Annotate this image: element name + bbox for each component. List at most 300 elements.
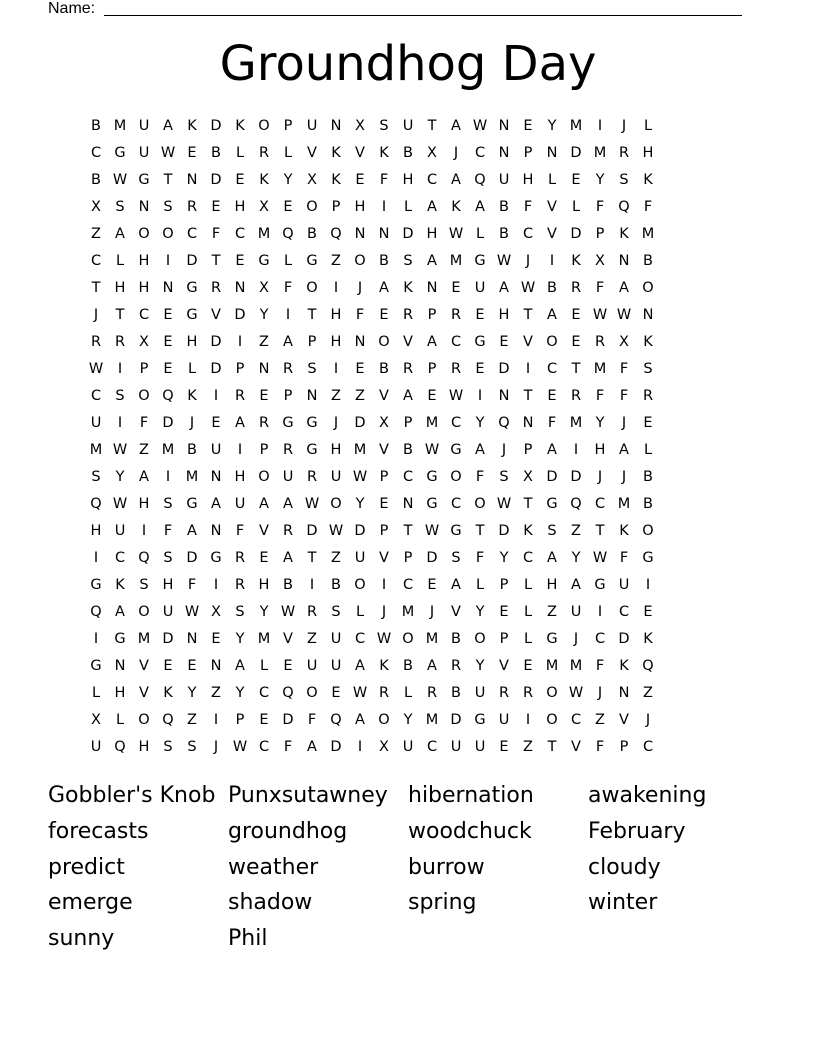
grid-letter: O (330, 496, 342, 512)
grid-letter: E (475, 361, 485, 377)
grid-letter: M (257, 226, 271, 242)
grid-letter: X (355, 118, 365, 134)
grid-letter: L (547, 172, 557, 188)
grid-letter: A (427, 658, 437, 674)
grid-letter: L (283, 145, 293, 161)
grid-row (84, 140, 732, 167)
grid-letter: W (448, 388, 464, 404)
grid-letter: D (426, 550, 438, 566)
grid-letter: V (139, 685, 149, 701)
name-field (48, 0, 748, 20)
grid-letter: C (450, 334, 462, 350)
grid-letter: I (525, 712, 531, 728)
grid-letter: N (642, 307, 654, 323)
grid-letter: P (523, 442, 533, 458)
grid-letter: X (379, 415, 389, 431)
grid-letter: L (355, 604, 365, 620)
grid-letter: Y (595, 415, 605, 431)
grid-letter: R (498, 685, 510, 701)
grid-letter: I (597, 604, 603, 620)
grid-letter: G (306, 253, 318, 269)
grid-letter: F (595, 280, 605, 296)
grid-letter: C (522, 226, 534, 242)
grid-letter: I (333, 361, 339, 377)
grid-letter: J (381, 604, 387, 620)
grid-letter: H (498, 307, 510, 323)
grid-letter: K (571, 253, 581, 269)
grid-letter: D (354, 523, 366, 539)
grid-letter: T (307, 307, 317, 323)
grid-letter: T (403, 523, 413, 539)
grid-letter: U (234, 496, 246, 512)
grid-letter: T (163, 172, 173, 188)
grid-letter: M (593, 361, 607, 377)
grid-letter: Y (475, 604, 485, 620)
grid-letter: I (477, 388, 483, 404)
grid-letter: O (450, 469, 462, 485)
grid-letter: J (645, 712, 651, 728)
grid-letter: N (330, 118, 342, 134)
grid-letter: E (187, 658, 197, 674)
grid-letter: E (547, 388, 557, 404)
grid-letter: O (402, 631, 414, 647)
grid-letter: M (545, 658, 559, 674)
grid-letter: E (211, 199, 221, 215)
grid-letter: H (186, 334, 198, 350)
grid-letter: H (114, 280, 126, 296)
grid-letter: G (426, 496, 438, 512)
grid-letter: U (306, 118, 318, 134)
grid-letter: K (451, 199, 461, 215)
grid-row (84, 653, 732, 680)
grid-letter: P (283, 388, 293, 404)
word-bank-item: Phil (228, 926, 268, 952)
grid-letter: I (333, 280, 339, 296)
grid-letter: H (138, 253, 150, 269)
grid-letter: I (285, 307, 291, 323)
grid-row (84, 167, 732, 194)
grid-letter: H (258, 577, 270, 593)
grid-letter: J (621, 118, 627, 134)
grid-letter: W (184, 604, 200, 620)
grid-letter: U (402, 739, 414, 755)
grid-letter: U (114, 523, 126, 539)
grid-letter: I (117, 415, 123, 431)
grid-letter: H (594, 442, 606, 458)
grid-letter: L (523, 631, 533, 647)
grid-letter: M (449, 253, 463, 269)
grid-letter: C (258, 739, 270, 755)
grid-letter: E (523, 658, 533, 674)
grid-letter: C (402, 577, 414, 593)
grid-letter: O (378, 712, 390, 728)
grid-letter: Q (498, 415, 510, 431)
grid-letter: B (91, 172, 101, 188)
grid-letter: X (139, 334, 149, 350)
grid-letter: R (642, 388, 654, 404)
grid-letter: S (163, 199, 173, 215)
grid-letter: O (546, 685, 558, 701)
grid-letter: E (259, 550, 269, 566)
grid-letter: C (114, 550, 126, 566)
grid-letter: O (138, 712, 150, 728)
grid-letter: S (115, 199, 125, 215)
grid-letter: R (378, 685, 390, 701)
grid-letter: N (498, 388, 510, 404)
grid-letter: Y (403, 712, 413, 728)
grid-letter: S (619, 172, 629, 188)
grid-letter: P (499, 577, 509, 593)
grid-letter: Y (235, 631, 245, 647)
grid-letter: G (474, 712, 486, 728)
grid-letter: D (162, 631, 174, 647)
grid-letter: O (546, 712, 558, 728)
grid-letter: H (138, 280, 150, 296)
grid-letter: P (139, 361, 149, 377)
grid-letter: Q (138, 550, 150, 566)
grid-letter: G (474, 253, 486, 269)
grid-letter: J (621, 469, 627, 485)
grid-letter: E (571, 172, 581, 188)
grid-letter: E (163, 307, 173, 323)
grid-letter: L (259, 658, 269, 674)
grid-letter: D (498, 523, 510, 539)
grid-letter: R (306, 604, 318, 620)
grid-letter: F (187, 577, 197, 593)
grid-letter: W (352, 469, 368, 485)
grid-letter: I (237, 442, 243, 458)
grid-letter: E (355, 361, 365, 377)
grid-letter: A (163, 118, 173, 134)
grid-letter: S (499, 469, 509, 485)
grid-letter: B (379, 361, 389, 377)
grid-letter: Z (643, 685, 653, 701)
grid-letter: N (522, 415, 534, 431)
grid-letter: S (307, 361, 317, 377)
grid-letter: R (258, 415, 270, 431)
grid-letter: M (89, 442, 103, 458)
grid-letter: U (306, 658, 318, 674)
grid-letter: C (570, 712, 582, 728)
grid-letter: E (283, 658, 293, 674)
grid-letter: J (501, 442, 507, 458)
grid-letter: S (451, 550, 461, 566)
grid-letter: Y (547, 118, 557, 134)
grid-letter: G (594, 577, 606, 593)
grid-letter: M (113, 118, 127, 134)
grid-letter: U (474, 685, 486, 701)
grid-letter: D (162, 415, 174, 431)
grid-letter: G (426, 469, 438, 485)
grid-letter: G (450, 523, 462, 539)
grid-letter: F (643, 199, 653, 215)
grid-row (84, 356, 732, 383)
grid-letter: I (309, 577, 315, 593)
grid-letter: M (641, 226, 655, 242)
grid-letter: R (282, 361, 294, 377)
grid-letter: J (333, 415, 339, 431)
grid-letter: S (139, 577, 149, 593)
grid-row (84, 302, 732, 329)
grid-letter: O (354, 577, 366, 593)
grid-letter: P (379, 523, 389, 539)
grid-letter: K (619, 523, 629, 539)
grid-letter: H (234, 469, 246, 485)
grid-letter: R (618, 145, 630, 161)
grid-letter: V (451, 604, 461, 620)
grid-letter: S (163, 550, 173, 566)
grid-letter: U (618, 577, 630, 593)
grid-letter: M (425, 712, 439, 728)
grid-row (84, 248, 732, 275)
grid-letter: A (307, 739, 317, 755)
grid-letter: U (474, 280, 486, 296)
grid-row (84, 113, 732, 140)
grid-letter: B (379, 253, 389, 269)
grid-letter: G (90, 658, 102, 674)
grid-letter: S (187, 739, 197, 755)
grid-letter: N (402, 496, 414, 512)
grid-letter: R (282, 442, 294, 458)
grid-letter: O (306, 199, 318, 215)
grid-letter: X (379, 739, 389, 755)
grid-row (84, 437, 732, 464)
grid-letter: B (499, 226, 509, 242)
grid-letter: C (90, 253, 102, 269)
word-bank-item: shadow (228, 890, 313, 916)
grid-letter: C (138, 307, 150, 323)
grid-letter: Y (355, 496, 365, 512)
grid-letter: V (259, 523, 269, 539)
grid-letter: K (187, 118, 197, 134)
grid-letter: A (259, 496, 269, 512)
grid-letter: V (355, 145, 365, 161)
grid-letter: P (235, 361, 245, 377)
grid-letter: V (379, 388, 389, 404)
word-bank-item: Gobbler's Knob (48, 783, 216, 808)
grid-letter: J (597, 469, 603, 485)
grid-letter: O (138, 388, 150, 404)
grid-letter: E (211, 415, 221, 431)
grid-letter: E (163, 658, 173, 674)
grid-row (84, 329, 732, 356)
grid-letter: D (282, 712, 294, 728)
grid-letter: A (115, 604, 125, 620)
grid-letter: T (523, 496, 533, 512)
word-bank-item: Punxsutawney (228, 783, 388, 808)
grid-letter: J (573, 631, 579, 647)
grid-letter: E (235, 172, 245, 188)
grid-letter: W (496, 253, 512, 269)
grid-letter: M (569, 415, 583, 431)
grid-letter: A (619, 442, 629, 458)
grid-letter: L (571, 199, 581, 215)
grid-letter: D (354, 415, 366, 431)
grid-letter: N (354, 334, 366, 350)
grid-letter: N (186, 631, 198, 647)
grid-letter: J (213, 739, 219, 755)
grid-letter: U (282, 469, 294, 485)
grid-letter: L (235, 145, 245, 161)
grid-letter: U (474, 739, 486, 755)
word-bank-item: groundhog (228, 818, 348, 844)
grid-letter: W (232, 739, 248, 755)
word-bank (48, 778, 768, 957)
grid-letter: U (330, 658, 342, 674)
grid-letter: G (114, 631, 126, 647)
grid-letter: R (450, 361, 462, 377)
grid-row (84, 194, 732, 221)
grid-letter: O (258, 118, 270, 134)
grid-letter: F (595, 388, 605, 404)
grid-letter: V (139, 658, 149, 674)
grid-letter: F (595, 199, 605, 215)
grid-letter: E (475, 307, 485, 323)
grid-letter: N (546, 145, 558, 161)
grid-letter: U (402, 118, 414, 134)
grid-letter: K (643, 334, 653, 350)
grid-letter: C (594, 631, 606, 647)
grid-letter: C (594, 496, 606, 512)
word-bank-item: winter (588, 890, 658, 916)
grid-letter: B (307, 226, 317, 242)
grid-letter: I (213, 388, 219, 404)
grid-letter: W (280, 604, 296, 620)
grid-letter: M (257, 631, 271, 647)
grid-letter: F (355, 307, 365, 323)
grid-letter: F (163, 523, 173, 539)
grid-letter: X (259, 280, 269, 296)
grid-letter: D (546, 469, 558, 485)
grid-letter: B (91, 118, 101, 134)
grid-letter: Q (570, 496, 582, 512)
grid-letter: T (595, 523, 605, 539)
grid-letter: G (450, 442, 462, 458)
grid-letter: X (211, 604, 221, 620)
grid-letter: A (139, 469, 149, 485)
grid-letter: B (331, 577, 341, 593)
grid-letter: P (595, 226, 605, 242)
grid-letter: Z (211, 685, 221, 701)
grid-letter: V (379, 550, 389, 566)
grid-letter: Y (259, 604, 269, 620)
grid-letter: O (306, 280, 318, 296)
grid-letter: Y (571, 550, 581, 566)
grid-letter: L (643, 442, 653, 458)
grid-letter: Q (618, 199, 630, 215)
grid-letter: Z (523, 739, 533, 755)
grid-letter: H (138, 739, 150, 755)
grid-letter: K (331, 172, 341, 188)
grid-letter: N (618, 253, 630, 269)
grid-letter: R (90, 334, 102, 350)
grid-letter: A (403, 388, 413, 404)
grid-letter: D (210, 334, 222, 350)
grid-letter: K (235, 118, 245, 134)
grid-letter: W (88, 361, 104, 377)
grid-letter: L (403, 685, 413, 701)
word-bank-item: emerge (48, 890, 133, 916)
grid-letter: B (451, 631, 461, 647)
grid-letter: F (619, 388, 629, 404)
grid-letter: P (307, 334, 317, 350)
grid-row (84, 599, 732, 626)
grid-letter: B (211, 145, 221, 161)
grid-letter: Z (307, 631, 317, 647)
grid-letter: P (619, 739, 629, 755)
grid-letter: E (331, 685, 341, 701)
grid-letter: C (186, 226, 198, 242)
grid-letter: K (331, 145, 341, 161)
grid-letter: H (114, 685, 126, 701)
grid-letter: Z (259, 334, 269, 350)
grid-letter: E (355, 172, 365, 188)
grid-letter: L (643, 118, 653, 134)
grid-letter: N (378, 226, 390, 242)
grid-letter: W (448, 226, 464, 242)
grid-letter: T (115, 307, 125, 323)
grid-letter: V (619, 712, 629, 728)
grid-letter: T (211, 253, 221, 269)
grid-letter: T (523, 307, 533, 323)
grid-letter: W (328, 523, 344, 539)
grid-letter: W (616, 307, 632, 323)
grid-letter: M (617, 496, 631, 512)
grid-letter: Y (595, 172, 605, 188)
grid-letter: I (645, 577, 651, 593)
grid-letter: N (618, 685, 630, 701)
grid-letter: O (306, 685, 318, 701)
grid-letter: H (402, 172, 414, 188)
grid-letter: G (282, 415, 294, 431)
grid-letter: P (403, 415, 413, 431)
grid-letter: L (475, 226, 485, 242)
grid-row (84, 572, 732, 599)
grid-row (84, 518, 732, 545)
grid-letter: D (186, 253, 198, 269)
grid-letter: U (450, 739, 462, 755)
grid-letter: V (403, 334, 413, 350)
grid-letter: K (115, 577, 125, 593)
grid-letter: R (426, 685, 438, 701)
grid-letter: N (426, 280, 438, 296)
grid-letter: F (379, 172, 389, 188)
grid-letter: U (354, 550, 366, 566)
grid-letter: Y (499, 550, 509, 566)
grid-letter: Z (595, 712, 605, 728)
grid-letter: D (402, 226, 414, 242)
grid-letter: E (163, 361, 173, 377)
grid-letter: X (91, 712, 101, 728)
grid-letter: R (522, 685, 534, 701)
grid-letter: K (523, 523, 533, 539)
grid-letter: Z (91, 226, 101, 242)
grid-letter: Z (547, 604, 557, 620)
grid-letter: E (643, 604, 653, 620)
grid-letter: H (138, 496, 150, 512)
grid-letter: R (258, 145, 270, 161)
grid-letter: T (547, 739, 557, 755)
grid-letter: C (642, 739, 654, 755)
grid-letter: F (595, 658, 605, 674)
grid-letter: M (425, 631, 439, 647)
grid-letter: W (376, 631, 392, 647)
grid-letter: C (474, 145, 486, 161)
grid-letter: A (619, 280, 629, 296)
name-label: Name: (48, 0, 96, 17)
grid-letter: I (381, 577, 387, 593)
word-bank-item: cloudy (588, 854, 661, 880)
